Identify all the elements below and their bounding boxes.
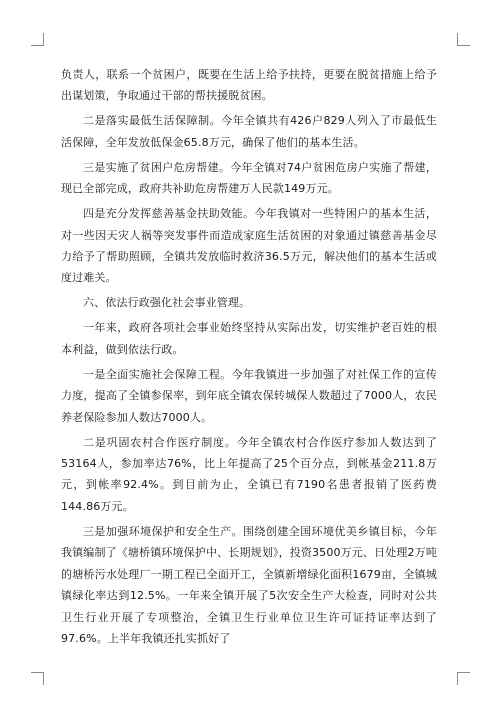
paragraph-social-security: 一是全面实施社会保障工程。今年我镇进一步加强了对社保工作的宣传力度，提高了全镇参保率，到年底全镇农保转城保人数超过了7000人，农民养老保险参加人数达7000人。 — [61, 367, 437, 424]
paragraph-environment-safety: 三是加强环境保护和安全生产。围绕创建全国环境优美乡镇目标，今年我镇编制了《塘桥镇环境保护中、长期规划》，投资3500万元、日处理2万吨的塘桥污水处理厂一期工程已全面开工，全镇新增绿化面积1679亩，全镇城镇绿化率达到12.5%。一年来全镇开展了5次安全生产大检查，同时对公共卫生行业开展了专项整治，全镇卫生行业单位卫生许可证持证率达到了97.6%。上半年我镇还扎实抓好了 — [61, 524, 437, 645]
paragraph-rural-medical: 二是巩固农村合作医疗制度。今年全镇农村合作医疗参加人数达到了53164人，参加率达76%，比上年提高了25个百分点，到帐基金211.8万元，到帐率92.4%。到目前为止，全镇已有7190名患者报销了医药费144.86万元。 — [61, 435, 437, 513]
section-heading-social-affairs: 六、依法行政强化社会事业管理。 — [83, 296, 251, 310]
crop-mark-top-right — [457, 33, 470, 46]
crop-mark-top-left — [31, 33, 44, 46]
paragraph-charity-fund: 四是充分发挥慈善基金扶助效能。今年我镇对一些特困户的基本生活，对一些因天灾人祸等突发事件而造成家庭生活贫困的对象通过镇慈善基金尽力给予了帮助照顾，全镇共发放临时救济36.5万元，解决他们的基本生活或度过难关。 — [61, 207, 437, 285]
crop-mark-bottom-right — [457, 672, 470, 685]
paragraph-helper-duty: 负责人，联系一个贫困户，既要在生活上给予扶持，更要在脱贫措施上给予出谋划策，争取通过干部的帮扶援脱贫困。 — [61, 68, 437, 103]
paragraph-dangerous-housing: 三是实施了贫困户危房帮建。今年全镇对74户贫困危房户实施了帮建，现已全部完成，政府共补助危房帮建万人民款149万元。 — [61, 160, 437, 196]
paragraph-law-administration: 一年来，政府各项社会事业始终坚持从实际出发，切实维护老百姓的根本利益，做到依法行政。 — [61, 321, 437, 356]
paragraph-minimum-living-security: 二是落实最低生活保障制。今年全镇共有426户829人列入了市最低生活保障，全年发放低保金65.8万元，确保了他们的基本生活。 — [61, 114, 437, 149]
document-body — [61, 64, 437, 653]
crop-mark-bottom-left — [31, 672, 44, 685]
